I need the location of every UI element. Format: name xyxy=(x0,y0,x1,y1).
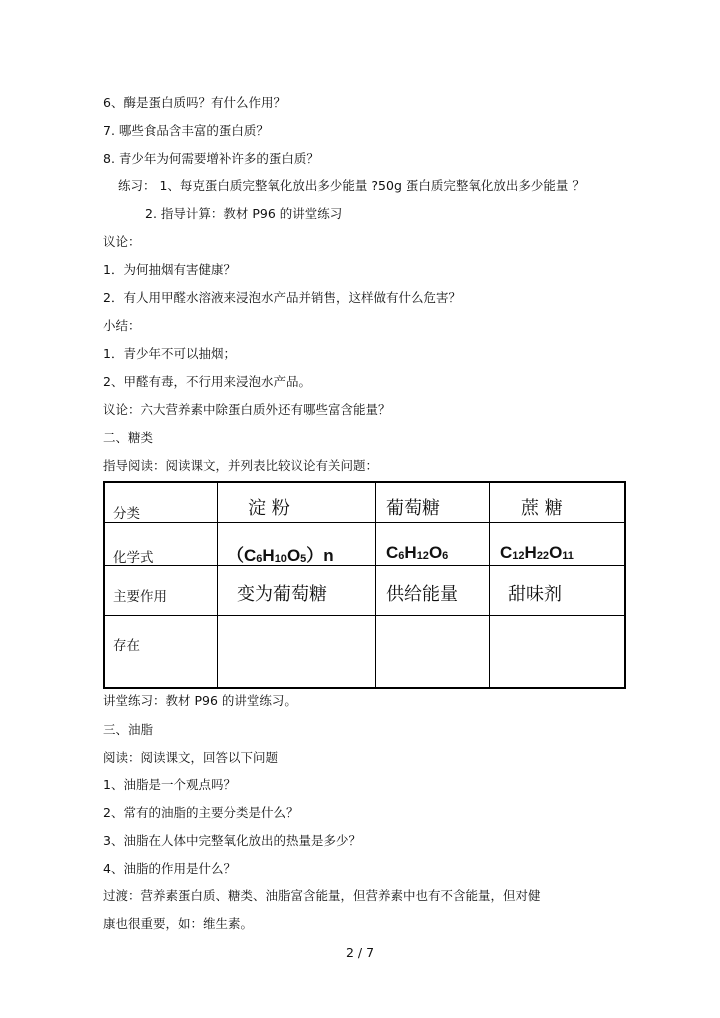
fat-question-3: 3、油脂在人体中完整氧化放出的热量是多少？ xyxy=(103,833,361,848)
formula-glucose: $C_6H_{12}O_6$ xyxy=(386,543,449,562)
formula-sucrose: $C_{12}H_{22}O_{11}$ xyxy=(500,543,574,562)
question-6: 6、酶是蛋白质吗？有什么作用？ xyxy=(103,95,286,110)
discussion-item-2: 2．有人用甲醛水溶液来浸泡水产品并销售，这样做有什么危害？ xyxy=(103,290,461,305)
role-sucrose: 甜味剂 xyxy=(508,584,562,605)
discussion-item-1: 1．为何抽烟有害健康？ xyxy=(103,262,236,277)
row-header-existence: 存在 xyxy=(113,638,140,654)
section-fats: 三、油脂 xyxy=(103,722,154,737)
page-number: 2 / 7 xyxy=(345,945,375,960)
transition-line-1: 过渡：营养素蛋白质、糖类、油脂富含能量，但营养素中也有不含能量，但对健 xyxy=(103,888,541,903)
classroom-exercise: 讲堂练习：教材 P96 的讲堂练习。 xyxy=(103,693,297,708)
summary-item-2: 2、甲醛有毒，不行用来浸泡水产品。 xyxy=(103,374,311,389)
exercise-2: 2. 指导计算：教材 P96 的讲堂练习 xyxy=(145,206,343,221)
formula-starch: $(C_6H_{10}O_5)n$ xyxy=(227,546,334,565)
column-starch: 淀 粉 xyxy=(248,498,290,519)
fat-question-1: 1、油脂是一个观点吗？ xyxy=(103,777,236,792)
row-header-formula: 化学式 xyxy=(113,550,154,566)
reading-instruction: 阅读：阅读课文，回答以下问题 xyxy=(103,750,279,765)
transition-line-2: 康也很重要，如：维生素。 xyxy=(103,916,254,931)
discussion-heading: 议论： xyxy=(103,234,141,249)
column-glucose: 葡萄糖 xyxy=(386,498,440,519)
question-7: 7. 哪些食品含丰富的蛋白质？ xyxy=(103,123,269,138)
section-carbohydrates: 二、糖类 xyxy=(103,430,154,445)
discussion-nutrients: 议论：六大营养素中除蛋白质外还有哪些富含能量？ xyxy=(103,402,391,417)
fat-question-2: 2、常有的油脂的主要分类是什么？ xyxy=(103,805,299,820)
summary-item-1: 1．青少年不可以抽烟； xyxy=(103,346,236,361)
fat-question-4: 4、油脂的作用是什么？ xyxy=(103,861,236,876)
role-starch: 变为葡萄糖 xyxy=(237,584,327,605)
column-sucrose: 蔗 糖 xyxy=(521,498,563,519)
guided-reading: 指导阅读：阅读课文，并列表比较议论有关问题： xyxy=(103,458,379,473)
question-8: 8. 青少年为何需要增补许多的蛋白质？ xyxy=(103,151,319,166)
summary-heading: 小结： xyxy=(103,318,141,333)
role-glucose: 供给能量 xyxy=(386,584,458,605)
row-header-role: 主要作用 xyxy=(113,589,167,605)
exercise-1: 练习： 1、每克蛋白质完整氧化放出多少能量 ?50g 蛋白质完整氧化放出多少能量 ？ xyxy=(118,178,585,193)
row-header-category: 分类 xyxy=(113,506,140,522)
sugar-comparison-table xyxy=(103,481,626,689)
